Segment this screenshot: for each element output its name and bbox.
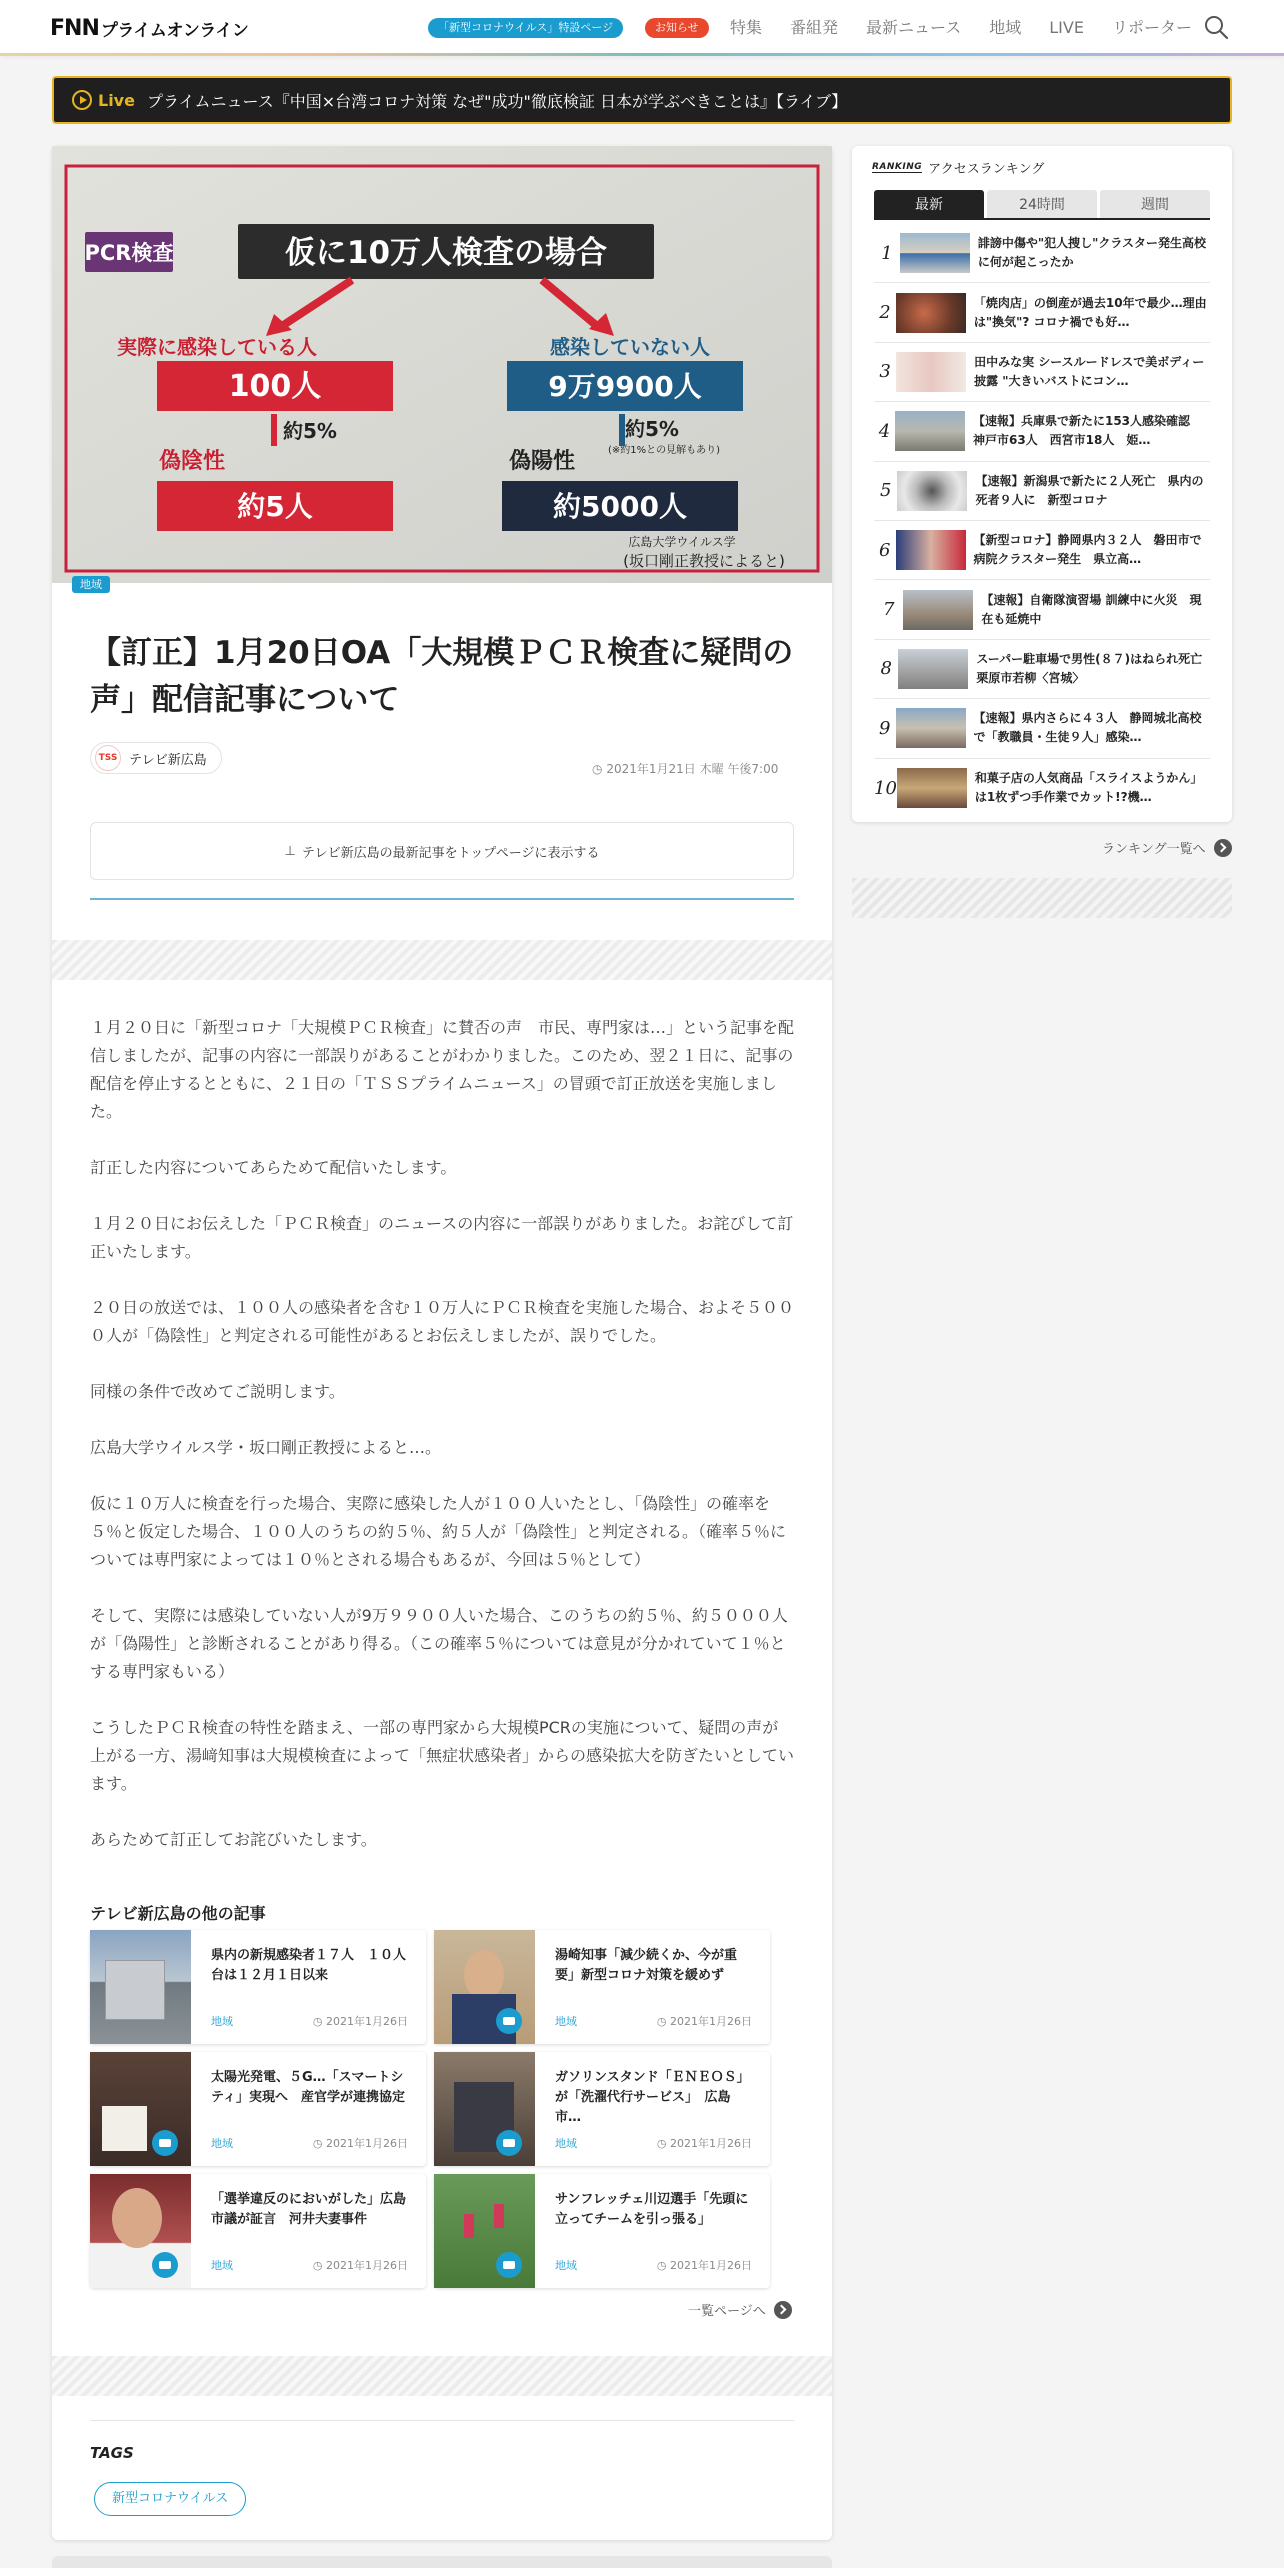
live-banner[interactable]: [52, 76, 1232, 124]
article-thumbnail: [434, 2052, 535, 2166]
hero-headline: 仮に10万人検査の場合: [284, 235, 608, 271]
hero-left-result: 約5人: [237, 490, 313, 523]
clock-icon: ◷: [312, 2259, 326, 2272]
hero-left-rate: 約5%: [283, 419, 337, 443]
tab-weekly[interactable]: 週間: [1100, 190, 1210, 218]
ranking-list-link[interactable]: ランキング一覧へ: [1102, 838, 1232, 857]
pin-icon: ⊥: [284, 843, 296, 859]
card-date: ◷ 2021年1月26日: [312, 2015, 408, 2028]
article-card-item[interactable]: [434, 2052, 770, 2166]
card-date: ◷ 2021年1月26日: [656, 2015, 752, 2028]
hero-right-result: 約5000人: [553, 490, 687, 523]
ranking-title: 和菓子店の人気商品「スライスようかん」は1枚ずつ手作業でカット!?機…: [974, 771, 1203, 805]
video-icon: [496, 2252, 522, 2278]
arrow-right-icon: [1214, 839, 1232, 857]
article-card-item[interactable]: [90, 1930, 426, 2044]
arrow-right-icon: [774, 2301, 792, 2319]
video-icon: [152, 2130, 178, 2156]
hero-image: [52, 146, 832, 583]
tags-heading: TAGS: [90, 2444, 134, 2462]
hero-left-result-label: 偽陰性: [158, 449, 226, 474]
publish-date: ◷ 2021年1月21日 木曜 午後7:00: [592, 762, 779, 776]
rank-number: 3: [879, 361, 891, 383]
paragraph: 広島大学ウイルス学・坂口剛正教授によると…。: [90, 1438, 442, 1457]
ranking-title: 「焼肉店」の倒産が過去10年で最少…理由は"換気"? コロナ禍でも好…: [973, 295, 1207, 329]
ranking-item[interactable]: [874, 699, 1210, 758]
article-thumbnail: [90, 2052, 191, 2166]
other-articles-heading: テレビ新広島の他の記事: [90, 1904, 266, 1923]
ranking-thumbnail: [897, 768, 967, 808]
ranking-item[interactable]: [874, 224, 1210, 283]
card-title: 湯崎知事「減少続くか、今が重要」新型コロナ対策を緩めず: [555, 1948, 738, 1983]
hero-right-label: 感染していない人: [550, 335, 710, 359]
play-icon: [72, 90, 92, 110]
search-icon[interactable]: [1203, 14, 1229, 40]
card-category[interactable]: 地域: [555, 2015, 577, 2028]
ranking-thumbnail: [897, 471, 967, 511]
article-card-item[interactable]: [90, 2174, 426, 2288]
card-title: ガソリンスタンド「ＥＮＥＯＳ」が「洗濯代行サービス」 広島市…: [555, 2070, 750, 2125]
video-icon: [152, 2252, 178, 2278]
list-page-link[interactable]: 一覧ページへ: [688, 2300, 792, 2319]
article-thumbnail: [90, 2174, 191, 2288]
next-section-edge: [52, 2556, 832, 2568]
card-category[interactable]: 地域: [211, 2259, 233, 2272]
clock-icon: ◷: [312, 2137, 326, 2150]
rank-number: 9: [879, 717, 891, 739]
ranking-en-label: RANKING: [872, 162, 923, 172]
live-headline[interactable]: プライムニュース『中国×台湾コロナ対策 なぜ"成功"徹底検証 日本が学ぶべきことは』【ライブ】: [146, 91, 848, 111]
source-badge[interactable]: [90, 742, 222, 774]
tab-latest[interactable]: 最新: [874, 190, 984, 218]
pin-label: テレビ新広島の最新記事をトップページに表示する: [301, 845, 600, 861]
rank-number: 4: [878, 420, 891, 442]
clock-icon: ◷: [592, 762, 603, 776]
ranking-item[interactable]: [874, 343, 1210, 402]
rank-number: 1: [881, 242, 893, 264]
nav-item-latest[interactable]: 最新ニュース: [866, 18, 962, 37]
card-title: 「選挙違反のにおいがした」広島市議が証言 河井夫妻事件: [211, 2192, 407, 2227]
ranking-thumbnail: [896, 293, 966, 333]
sidebar-ad-placeholder: [852, 878, 1232, 918]
paragraph: 同様の条件で改めてご説明します。: [90, 1382, 345, 1401]
rank-number: 7: [882, 599, 895, 621]
pin-to-top-button[interactable]: [90, 822, 794, 880]
hero-badge: PCR検査: [84, 241, 174, 265]
article-card-item[interactable]: [90, 2052, 426, 2166]
clock-icon: ◷: [312, 2015, 326, 2028]
hero-right-note: (※約1%との見解もあり): [607, 445, 721, 456]
header-accent-line: [0, 53, 1284, 56]
article-thumbnail: [434, 1930, 535, 2044]
nav-item-feature[interactable]: 特集: [730, 18, 763, 37]
ranking-title: スーパー駐車場で男性(８７)はねられ死亡 栗原市若柳〈宮城〉: [976, 651, 1215, 685]
paragraph: そして、実際には感染していない人が9万９９００人いた場合、このうちの約５％、約５０００人が「偽陽性」と診断されることがあり得る。（この確率５％については意見が分かれていて１％とする専門家もいる）: [90, 1606, 788, 1681]
clock-icon: ◷: [656, 2259, 670, 2272]
ranking-thumbnail: [898, 649, 968, 689]
hero-credit-2: (坂口剛正教授によると): [623, 552, 785, 570]
nav-item-program[interactable]: 番組発: [790, 18, 839, 37]
ranking-thumbnail: [896, 530, 966, 570]
article-title: 【訂正】1月20日OA「大規模ＰＣＲ検査に疑問の声」配信記事について: [90, 635, 794, 718]
hero-left-count: 100人: [228, 369, 322, 404]
card-date: ◷ 2021年1月26日: [312, 2259, 408, 2272]
article-card: [52, 146, 832, 2540]
logo-mark: FNN: [50, 15, 99, 41]
ranking-title: 【速報】兵庫県で新たに153人感染確認 神戸市63人 西宮市18人 姫…: [972, 414, 1203, 448]
rank-number: 10: [874, 777, 897, 799]
hero-right-rate: 約5%: [625, 417, 679, 441]
ranking-title: 田中みな実 シースルードレスで美ボディー披露 "大きいバストにコン…: [974, 354, 1205, 388]
ranking-item[interactable]: [874, 521, 1210, 580]
tss-logo: TSS: [95, 745, 121, 771]
pcr-infographic: [52, 146, 832, 583]
notice-link[interactable]: お知らせ: [645, 18, 709, 38]
site-header: [0, 0, 1284, 55]
corona-special-link[interactable]: 「新型コロナウイルス」特設ページ: [428, 18, 623, 38]
video-icon: [496, 2008, 522, 2034]
ranking-item[interactable]: [874, 759, 1210, 818]
paragraph: １月２０日に「新型コロナ「大規模ＰＣＲ検査」に賛否の声 市民、専門家は…」という記事を配信しましたが、記事の内容に一部誤りがあることがわかりました。このため、翌２１日に、記事の配信を停止するとともに、２１日の「ＴＳＳプライムニュース」の冒頭で訂正放送を実施しました。: [90, 1018, 795, 1121]
ranking-title: 【速報】新潟県で新たに２人死亡 県内の死者９人に 新型コロナ: [975, 473, 1204, 507]
article-card-item[interactable]: [434, 2174, 770, 2288]
ranking-title: 誹謗中傷や"犯人捜し"クラスター発生高校に何が起こったか: [977, 236, 1206, 270]
hero-credit-1: 広島大学ウイルス学: [628, 535, 736, 549]
nav-item-reporter[interactable]: リポーター: [1111, 18, 1192, 37]
tab-24h[interactable]: 24時間: [987, 190, 1097, 218]
clock-icon: ◷: [656, 2137, 670, 2150]
paragraph: ２０日の放送では、１００人の感染者を含む１０万人にＰＣＲ検査を実施した場合、およそ５０００人が「偽陰性」と判定される可能性があるとお伝えしましたが、誤りでした。: [90, 1298, 795, 1345]
ranking-heading: [872, 158, 1044, 177]
article-body: [90, 1014, 794, 1882]
ranking-item[interactable]: [874, 640, 1215, 699]
clock-icon: ◷: [656, 2015, 670, 2028]
hero-right-count: 9万9900人: [548, 370, 702, 403]
ranking-item[interactable]: [874, 462, 1210, 521]
ranking-thumbnail: [895, 411, 965, 451]
stripe-divider: [52, 940, 832, 980]
ranking-title: アクセスランキング: [928, 162, 1045, 177]
ranking-tabs: [874, 190, 1210, 220]
ranking-thumbnail: [896, 352, 966, 392]
rank-number: 6: [879, 539, 891, 561]
rank-number: 2: [879, 302, 891, 324]
card-title: 県内の新規感染者１７人 １０人台は１２月１日以来: [211, 1948, 407, 1983]
ranking-thumbnail: [900, 233, 970, 273]
ranking-title: 【速報】自衛隊演習場 訓練中に火災 現在も延焼中: [981, 592, 1202, 626]
card-date: ◷ 2021年1月26日: [656, 2259, 752, 2272]
hero-left-label: 実際に感染している人: [117, 335, 317, 359]
live-label: Live: [98, 90, 135, 110]
ranking-item[interactable]: [874, 283, 1210, 342]
video-icon: [496, 2130, 522, 2156]
card-category[interactable]: 地域: [211, 2137, 233, 2150]
access-ranking: [852, 146, 1232, 822]
rank-number: 8: [880, 658, 892, 680]
ranking-item[interactable]: [874, 402, 1210, 461]
ranking-title: 【速報】県内さらに４３人 静岡城北高校で「教職員・生徒９人」感染…: [973, 711, 1202, 745]
tag-corona[interactable]: 新型コロナウイルス: [94, 2482, 246, 2516]
divider: [90, 2420, 794, 2421]
ranking-title: 【新型コロナ】静岡県内３２人 磐田市で病院クラスター発生 県立高…: [973, 533, 1202, 567]
paragraph: 訂正した内容についてあらためて配信いたします。: [90, 1158, 457, 1177]
rank-number: 5: [880, 480, 892, 502]
paragraph: 仮に１０万人に検査を行った場合、実際に感染した人が１００人いたとし、「偽陰性」の確率を５％と仮定した場合、１００人のうちの約５％、約５人が「偽陰性」と判定される。（確率５％については専門家によっては１０％とされる場合もあるが、今回は５％として）: [90, 1494, 787, 1569]
source-name: テレビ新広島: [129, 752, 207, 768]
card-category[interactable]: 地域: [555, 2259, 577, 2272]
nav-item-region[interactable]: 地域: [989, 18, 1022, 37]
article-thumbnail: [434, 2174, 535, 2288]
category-badge[interactable]: 地域: [72, 576, 110, 593]
hero-right-result-label: 偽陽性: [508, 449, 576, 474]
ranking-list: [874, 224, 1215, 818]
paragraph: あらためて訂正してお詫びいたします。: [90, 1830, 377, 1849]
logo-text: プライムオンライン: [100, 20, 249, 41]
paragraph: １月２０日にお伝えした「ＰＣＲ検査」のニュースの内容に一部誤りがありました。お詫びして訂正いたします。: [90, 1214, 794, 1261]
stripe-divider: [52, 2356, 832, 2396]
article-card-item[interactable]: [434, 1930, 770, 2044]
card-date: ◷ 2021年1月26日: [312, 2137, 408, 2150]
ranking-thumbnail: [896, 708, 966, 748]
nav-item-live[interactable]: LIVE: [1049, 18, 1084, 37]
card-date: ◷ 2021年1月26日: [656, 2137, 752, 2150]
site-logo[interactable]: [50, 17, 248, 39]
other-articles-grid: [90, 1930, 770, 2288]
card-category[interactable]: 地域: [211, 2015, 233, 2028]
ranking-item[interactable]: [874, 580, 1210, 639]
divider: [90, 898, 794, 900]
article-thumbnail: [90, 1930, 191, 2044]
card-category[interactable]: 地域: [555, 2137, 577, 2150]
card-title: 太陽光発電、５G…「スマートシティ」実現へ 産官学が連携協定: [211, 2070, 405, 2105]
ranking-thumbnail: [903, 590, 973, 630]
card-title: サンフレッチェ川辺選手「先頭に立ってチームを引っ張る」: [555, 2192, 749, 2227]
global-nav: [730, 15, 1220, 41]
paragraph: こうしたＰＣＲ検査の特性を踏まえ、一部の専門家から大規模PCRの実施について、疑問の声が上がる一方、湯﨑知事は大規模検査によって「無症状感染者」からの感染拡大を防ぎたいとしています。: [90, 1718, 795, 1793]
